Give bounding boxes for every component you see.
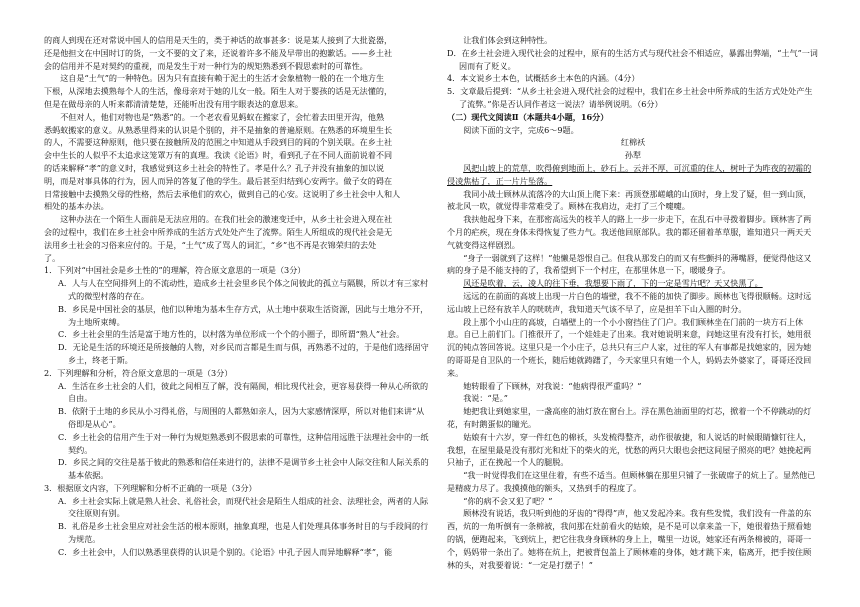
left-paragraph: A．人与人在空间排列上的不流动性，造成乡土社会里乡民个体之间彼此的孤立与隔膜，所以才有三家村式的微型村落的存在。 xyxy=(58,278,429,301)
left-paragraph: 的人，不需要这种原则，他只要在接触所及的范围之中知道从手段到目的间的个别关联。在乡土社 xyxy=(44,137,393,148)
left-paragraph: 的话来解释“孝”的意义时，我感觉到这乡土社会的特性了。孝是什么？孔子并没有抽象的加以说 xyxy=(44,162,385,173)
right-paragraph: 姑娘有十六岁，穿一件红色的棉袄，头发梳得整齐，动作很敏捷，和人说话的时候眼睛慷钉往人，我想，在屋里最是没有那灯光和灶下的柴火的光，忧愁的两只大眼也会把这间屋子照亮的吧？她挽起两只袖子，正在挽起一个人的腿脱。 xyxy=(447,431,812,468)
right-paragraph: 段上那个小山庄的高坡，白墙壁上的一个小小窗挡住了门户。我们顾林坐在门前的一块方石上休息。自已上前们门。门推很开了，一个娃娃走了出来。我对她说明来意，问她这里有没有打长，她用很沉的钝点答回答说。这里只是一个小庄子，总共只有三户人家，过往的军人有事都是找她家的，因为她的哥哥是自卫队的一个班长，随后她就踌躇了，今天家里只有她一个人，妈妈去外婆家了，哥哥还没回来。 xyxy=(447,316,812,378)
right-paragraph: 孙犁 xyxy=(624,150,642,161)
right-paragraph: 她转眼看了下顾林，对我说：“他病得很严重吗？” xyxy=(463,380,642,391)
right-paragraph: D．在乡土社会进入现代社会的过程中，原有的生活方式与现代社会不相适应，暴露出弊端，“土气”一词因而有了贬义。 xyxy=(447,47,818,71)
left-paragraph: D．无论是生活的环境还是所接触的人物，对乡民而言都是生而与俱，再熟悉不过的，于是他们选择固守乡土，终老于斯。 xyxy=(58,342,429,365)
right-paragraph: “身子一弱就到了这样！”他懒是怨恨自己。但我从那发白的而又有些颤抖的薄嘴唇，便觉得他这又病的身子是不能支持的了，我希望到下一个村庄，在那里休息一下，暖暖身子。 xyxy=(447,252,812,276)
left-paragraph: A．乡土社会实际上就是熟人社会、礼俗社会，而现代社会是陌生人组成的社会、法理社会，两者的人际交往原则有别。 xyxy=(58,495,429,519)
left-paragraph: C．乡土社会的信用产生于对一种行为规矩熟悉到不假思索的可靠性，这种信用远胜于法理社会中的一纸契约。 xyxy=(58,431,429,455)
left-paragraph: 的商人到现在还对常说中国人的信用是天生的，类于神话的故事甚多：说是某人接到了大批瓷器， xyxy=(44,35,393,45)
right-paragraph: 5．文章最后提到：“从乡土社会进入现代社会的过程中，我们在乡土社会中所养成的生活方式处处产生了流弊。”你是否认同作者这一说法？请举例说明。（6分） xyxy=(447,86,813,109)
left-paragraph: 相处的基本办法。 xyxy=(44,201,109,212)
right-paragraph: 我说：“是。” xyxy=(463,393,508,404)
left-paragraph: 会的过程中，我们在乡土社会中所养成的生活方式处处产生了流弊。陌生人所组成的现代社会是无 xyxy=(44,226,393,237)
left-paragraph: 这自是“土气”的一种特色。因为只有直接有赖于泥土的生活才会象植物一般的在一个地方生 xyxy=(60,73,385,84)
left-paragraph: B．礼俗是乡土社会里应对社会生活的根本原则，抽象真理，也是人们处理具体事务时目的与手段间的行为规范。 xyxy=(58,521,429,545)
left-paragraph: 不但对人，他们对物也是“熟悉”的。一个老农看见蚂蚁在搬家了，会忙着去田里开沟，他熟 xyxy=(60,111,385,122)
right-paragraph: 远远的在前面的高坡上出现一片白色的墙壁，我不不能的加快了脚步。顾林也飞得很顺畅。这时远远山坡上已经有放羊人的咣咣声，我知道天气该不早了，应是担羊下山入圈的时分。 xyxy=(447,290,812,314)
left-column xyxy=(44,34,429,559)
left-paragraph: 会的信用并不是对契约的重视，而是发生于对一种行为的规矩熟悉到不假思索时的可靠性。 xyxy=(44,60,368,71)
right-paragraph: 风还是吹着，云，凌人的往下垂，我想要下雨了，下的一定是雪片吧？天又快黑了。 xyxy=(463,278,763,289)
right-paragraph: 红棉袄 xyxy=(620,137,646,148)
left-paragraph: 法用乡土社会的习俗来应付的。于是，“土气”成了骂人的词汇，“乡”也不再是衣锦荣归的去处 xyxy=(44,239,377,250)
right-column xyxy=(447,34,819,571)
left-paragraph: D．乡民之间的交往是基于彼此的熟悉和信任来进行的，法律不是调节乡土社会中人际交往和人际关系的基本依据。 xyxy=(58,457,429,481)
right-paragraph: 她把我让到她家里，一盏高座的油灯放在窗台上。浮在黑色油面里的灯芯，掀着一个不停跳动的灯花，有时鹅蛋似的瞳光。 xyxy=(447,406,812,429)
left-paragraph: 2．下列理解和分析，符合原文意思的一项是（3分） xyxy=(44,367,233,378)
left-paragraph: C．乡土社会里的生活是富于地方性的，以村落为单位形成一个个的小圈子，即所谓“熟人”社会。 xyxy=(58,329,405,340)
right-paragraph: 让我们体会到这种特性。 xyxy=(447,35,553,45)
right-paragraph: 阅读下面的文字，完成6～9题。 xyxy=(463,124,579,135)
left-paragraph: 明，而是对事具体的行为，因人而异的答复了他的学生。最后甚至归结到心安两字。做子女的碍在 xyxy=(44,175,393,186)
right-paragraph: “你的病不会又犯了吧？” xyxy=(463,495,553,506)
left-paragraph: B．乡民是中国社会的基层，他们以种地为基本生存方式，从土地中获取生活资源，因此与土地分不开，为土地所束缚。 xyxy=(58,303,429,327)
left-paragraph: 了。 xyxy=(44,252,61,263)
left-paragraph: 还是他担文在中国时订的货，一文不要的文了来，还说着许多不能及早带出的抱歉话。——乡土社 xyxy=(44,47,393,58)
left-paragraph: A．生活在乡土社会的人们，彼此之间相互了解，没有隔阂，相比现代社会，更容易获得一种从心所欲的自由。 xyxy=(58,380,429,404)
right-paragraph: 4．本文说乡土本色，试概括乡土本色的内涵。（4分） xyxy=(447,73,640,84)
right-paragraph: 风把山坡上的荒草，吹得俯到地面上，砂石上。云并不厚，可沉重的住人，树叶子为昨夜的初霜的侵凌焦枯了，正一片片坠落。 xyxy=(447,162,812,186)
left-paragraph: 3．根据原文内容，下列理解和分析不正确的一项是（3分） xyxy=(44,482,257,493)
left-paragraph: B．依附于土地的乡民从小习得礼俗，与周围的人都熟如亲人，因为大家感情深厚，所以对他们来讲“从俗即是从心”。 xyxy=(58,406,425,429)
left-paragraph: C．乡土社会中，人们以熟悉里获得的认识是个别的。《论语》中孔子因人而异地解释“孝”，能 xyxy=(58,546,393,557)
left-paragraph: 但是在做母亲的人听来都清清楚楚，还能听出没有用字眼表达的意思来。 xyxy=(44,98,304,109)
left-paragraph: 这种办法在一个陌生人面前是无法应用的。在我们社会的激速变迁中，从乡土社会进入现在社 xyxy=(60,214,393,225)
left-paragraph: 悉蚂蚁搬家的意义。从熟悉里得来的认识是个别的，并不是抽象的普遍原则。在熟悉的环境里生长 xyxy=(44,124,393,135)
left-paragraph: 日常接触中去摸熟父母的性格，然后去承他们的欢心，做到自己的心安。这说明了乡土社会中人和人 xyxy=(44,188,401,199)
right-paragraph: 我扶他起身下来，在那密高远失的枝羊人的路上一步一步走下，在乱石中寻拨着脚步。顾林害了两个月的疟疾，现在身体未得恢复了些力气。我送他回原部队。我的都还留着革草服，谁知道只一两天天气就变得这样剧烈。 xyxy=(447,214,812,250)
left-paragraph: 1．下列对“中国社会是乡土性的”的理解，符合原文意思的一项是（3分） xyxy=(44,265,306,276)
right-paragraph: “我一时觉得我们在这里住着，有些不适当。但顾林躺在那里只铺了一张破席子的炕上了。显然他已是精疲力尽了。我摸摸他的额头，又热到手的程度了。 xyxy=(447,470,816,493)
right-paragraph: （二）现代文阅读Ⅱ（本题共4小题，16分） xyxy=(447,111,609,122)
left-paragraph: 下根，从深地去摸熟每个人的生活，像母亲对于她的儿女一般。陌生人对于婴孩的话是无法懂的， xyxy=(44,86,393,97)
left-paragraph: 会中生长的人似乎不太追求这笼罩万有的真理。我读《论语》时，看到孔子在不同人面前说着不同 xyxy=(44,150,393,161)
right-paragraph: 顾林没有说话，我只听到他的牙齿的“得得”声，他又发起冷来。我有些发慌，我们没有一件盖的东西，炕的一角听倒有一条棉被，我问那在灶前看火的姑娘，是不是可以拿来盖一下，她很着热于照看她的锅，便跑起来，飞到炕上，把它往我身身顾林的身上上，嘴里一边说，她家还有两条棉被的，哥哥一个，妈妈带一条出了。她将在炕上，把被背包盖上了顾林难的身体，她才跳下来，临离开，把手按住顾林的头，对我要着说：“一定是打摆子！” xyxy=(447,508,812,570)
right-paragraph: 我同小战士顾林从流落冷的大山顶上爬下来：再顶登那嵯峨的山顶时，身上发了疑，但一到山顶，被北风一吹，就觉得非常难受了。顾林在我肩边，走打了三个嚏嚏。 xyxy=(447,188,812,212)
